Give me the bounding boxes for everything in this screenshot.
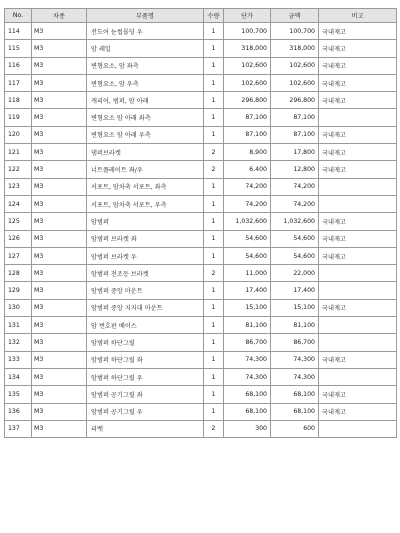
unit-price-cell: 100,700 — [224, 23, 271, 40]
note-cell: 국내재고 — [319, 57, 397, 74]
row-number-cell: 132 — [5, 334, 32, 351]
part-name-cell: 전도어 눈썹몰딩 우 — [87, 23, 204, 40]
amount-cell: 17,800 — [271, 144, 319, 161]
unit-price-cell: 102,600 — [224, 57, 271, 74]
car-model-cell: M3 — [32, 282, 87, 299]
car-model-cell: M3 — [32, 161, 87, 178]
part-name-cell: 암범퍼 중앙 마운트 — [87, 282, 204, 299]
note-cell — [319, 178, 397, 195]
table-header — [5, 9, 397, 23]
amount-cell: 102,600 — [271, 57, 319, 74]
row-number-cell: 128 — [5, 265, 32, 282]
row-number-cell: 129 — [5, 282, 32, 299]
table-row — [5, 23, 397, 40]
part-name-cell: 댐퍼브라켓 — [87, 144, 204, 161]
row-number-cell: 119 — [5, 109, 32, 126]
unit-price-cell: 300 — [224, 420, 271, 437]
row-number-cell: 115 — [5, 40, 32, 57]
row-number-cell: 134 — [5, 368, 32, 385]
unit-price-cell: 81,100 — [224, 317, 271, 334]
header-no: No. — [5, 9, 32, 23]
part-name-cell: 암범퍼 전조등 브라켓 — [87, 265, 204, 282]
car-model-cell: M3 — [32, 144, 87, 161]
table-row — [5, 420, 397, 437]
table-row — [5, 109, 397, 126]
unit-price-cell: 15,100 — [224, 299, 271, 316]
table-row — [5, 317, 397, 334]
note-cell: 국내재고 — [319, 161, 397, 178]
part-name-cell: 서포트, 암차축 서포트, 좌측 — [87, 178, 204, 195]
quantity-cell: 1 — [204, 247, 224, 264]
quantity-cell: 1 — [204, 230, 224, 247]
part-name-cell: 서포트, 암차축 서포트, 우측 — [87, 195, 204, 212]
car-model-cell: M3 — [32, 40, 87, 57]
unit-price-cell: 68,100 — [224, 386, 271, 403]
quantity-cell: 1 — [204, 386, 224, 403]
part-name-cell: 암범퍼 브라켓 좌 — [87, 230, 204, 247]
part-name-cell: 캐리어, 범퍼, 암 아래 — [87, 92, 204, 109]
note-cell: 국내재고 — [319, 126, 397, 143]
note-cell: 국내재고 — [319, 92, 397, 109]
row-number-cell: 131 — [5, 317, 32, 334]
quantity-cell: 1 — [204, 195, 224, 212]
unit-price-cell: 11,000 — [224, 265, 271, 282]
note-cell: 국내재고 — [319, 386, 397, 403]
table-row — [5, 334, 397, 351]
car-model-cell: M3 — [32, 334, 87, 351]
note-cell — [319, 282, 397, 299]
quantity-cell: 1 — [204, 40, 224, 57]
car-model-cell: M3 — [32, 403, 87, 420]
part-name-cell: 너트플레이트 좌/우 — [87, 161, 204, 178]
quantity-cell: 1 — [204, 282, 224, 299]
part-name-cell: 변형요소, 암 좌측 — [87, 57, 204, 74]
table-row — [5, 40, 397, 57]
unit-price-cell: 17,400 — [224, 282, 271, 299]
unit-price-cell: 74,200 — [224, 195, 271, 212]
row-number-cell: 117 — [5, 74, 32, 91]
header-unit-price: 단가 — [224, 9, 271, 23]
quantity-cell: 1 — [204, 74, 224, 91]
unit-price-cell: 296,800 — [224, 92, 271, 109]
amount-cell: 600 — [271, 420, 319, 437]
table-body — [5, 23, 397, 438]
note-cell: 국내재고 — [319, 23, 397, 40]
table-row — [5, 144, 397, 161]
car-model-cell: M3 — [32, 126, 87, 143]
amount-cell: 17,400 — [271, 282, 319, 299]
note-cell: 국내재고 — [319, 74, 397, 91]
quantity-cell: 1 — [204, 92, 224, 109]
amount-cell: 81,100 — [271, 317, 319, 334]
row-number-cell: 125 — [5, 213, 32, 230]
table-row — [5, 386, 397, 403]
car-model-cell: M3 — [32, 247, 87, 264]
table-row — [5, 126, 397, 143]
header-part-name: 부품명 — [87, 9, 204, 23]
car-model-cell: M3 — [32, 195, 87, 212]
unit-price-cell: 8,900 — [224, 144, 271, 161]
car-model-cell: M3 — [32, 420, 87, 437]
part-name-cell: 변형요소 암 아래 우측 — [87, 126, 204, 143]
header-quantity: 수량 — [204, 9, 224, 23]
car-model-cell: M3 — [32, 368, 87, 385]
table-row — [5, 368, 397, 385]
row-number-cell: 118 — [5, 92, 32, 109]
parts-table — [4, 8, 397, 438]
header-amount: 금액 — [271, 9, 319, 23]
table-row — [5, 265, 397, 282]
unit-price-cell: 86,700 — [224, 334, 271, 351]
amount-cell: 1,032,600 — [271, 213, 319, 230]
table-row — [5, 92, 397, 109]
note-cell: 국내재고 — [319, 351, 397, 368]
quantity-cell: 2 — [204, 265, 224, 282]
part-name-cell: 암범퍼 하단그릴 — [87, 334, 204, 351]
row-number-cell: 121 — [5, 144, 32, 161]
amount-cell: 74,200 — [271, 195, 319, 212]
note-cell — [319, 334, 397, 351]
amount-cell: 87,100 — [271, 109, 319, 126]
quantity-cell: 1 — [204, 57, 224, 74]
row-number-cell: 116 — [5, 57, 32, 74]
table-row — [5, 57, 397, 74]
quantity-cell: 1 — [204, 334, 224, 351]
part-name-cell: 암 레일 — [87, 40, 204, 57]
note-cell — [319, 265, 397, 282]
row-number-cell: 124 — [5, 195, 32, 212]
part-name-cell: 암범퍼 공기그릴 좌 — [87, 386, 204, 403]
quantity-cell: 1 — [204, 368, 224, 385]
amount-cell: 86,700 — [271, 334, 319, 351]
note-cell — [319, 109, 397, 126]
note-cell: 국내재고 — [319, 247, 397, 264]
note-cell: 국내재고 — [319, 230, 397, 247]
header-note: 비고 — [319, 9, 397, 23]
table-row — [5, 195, 397, 212]
part-name-cell: 암범퍼 — [87, 213, 204, 230]
quantity-cell: 1 — [204, 403, 224, 420]
unit-price-cell: 54,600 — [224, 247, 271, 264]
part-name-cell: 암범퍼 중앙 지지대 마운트 — [87, 299, 204, 316]
quantity-cell: 2 — [204, 144, 224, 161]
row-number-cell: 127 — [5, 247, 32, 264]
row-number-cell: 122 — [5, 161, 32, 178]
table-row — [5, 178, 397, 195]
part-name-cell: 암범퍼 하단그릴 좌 — [87, 351, 204, 368]
table-row — [5, 230, 397, 247]
part-name-cell: 변형요소 암 아래 좌측 — [87, 109, 204, 126]
car-model-cell: M3 — [32, 109, 87, 126]
amount-cell: 15,100 — [271, 299, 319, 316]
unit-price-cell: 74,300 — [224, 368, 271, 385]
unit-price-cell: 54,600 — [224, 230, 271, 247]
quantity-cell: 1 — [204, 178, 224, 195]
amount-cell: 318,000 — [271, 40, 319, 57]
car-model-cell: M3 — [32, 178, 87, 195]
quantity-cell: 1 — [204, 317, 224, 334]
table-row — [5, 247, 397, 264]
table-row — [5, 161, 397, 178]
amount-cell: 54,600 — [271, 230, 319, 247]
note-cell: 국내재고 — [319, 403, 397, 420]
amount-cell: 296,800 — [271, 92, 319, 109]
unit-price-cell: 74,300 — [224, 351, 271, 368]
car-model-cell: M3 — [32, 213, 87, 230]
parts-sheet — [4, 8, 396, 438]
table-row — [5, 282, 397, 299]
note-cell: 국내재고 — [319, 144, 397, 161]
part-name-cell: 암범퍼 공기그릴 우 — [87, 403, 204, 420]
amount-cell: 12,800 — [271, 161, 319, 178]
quantity-cell: 1 — [204, 23, 224, 40]
unit-price-cell: 87,100 — [224, 126, 271, 143]
quantity-cell: 1 — [204, 213, 224, 230]
note-cell: 국내재고 — [319, 213, 397, 230]
unit-price-cell: 68,100 — [224, 403, 271, 420]
quantity-cell: 1 — [204, 299, 224, 316]
table-row — [5, 299, 397, 316]
note-cell: 국내재고 — [319, 299, 397, 316]
quantity-cell: 2 — [204, 420, 224, 437]
part-name-cell: 암 번호판 베이스 — [87, 317, 204, 334]
row-number-cell: 137 — [5, 420, 32, 437]
part-name-cell: 암범퍼 하단그릴 우 — [87, 368, 204, 385]
note-cell: 국내재고 — [319, 40, 397, 57]
header-car-model: 차종 — [32, 9, 87, 23]
row-number-cell: 135 — [5, 386, 32, 403]
amount-cell: 54,600 — [271, 247, 319, 264]
car-model-cell: M3 — [32, 317, 87, 334]
quantity-cell: 1 — [204, 351, 224, 368]
row-number-cell: 114 — [5, 23, 32, 40]
unit-price-cell: 6,400 — [224, 161, 271, 178]
amount-cell: 68,100 — [271, 386, 319, 403]
table-row — [5, 213, 397, 230]
car-model-cell: M3 — [32, 351, 87, 368]
row-number-cell: 130 — [5, 299, 32, 316]
unit-price-cell: 1,032,600 — [224, 213, 271, 230]
note-cell — [319, 195, 397, 212]
amount-cell: 100,700 — [271, 23, 319, 40]
amount-cell: 68,100 — [271, 403, 319, 420]
amount-cell: 74,300 — [271, 351, 319, 368]
unit-price-cell: 318,000 — [224, 40, 271, 57]
car-model-cell: M3 — [32, 299, 87, 316]
table-row — [5, 351, 397, 368]
car-model-cell: M3 — [32, 386, 87, 403]
amount-cell: 74,300 — [271, 368, 319, 385]
amount-cell: 102,600 — [271, 74, 319, 91]
quantity-cell: 2 — [204, 161, 224, 178]
car-model-cell: M3 — [32, 265, 87, 282]
part-name-cell: 리벳 — [87, 420, 204, 437]
note-cell — [319, 317, 397, 334]
part-name-cell: 변형요소, 암 우측 — [87, 74, 204, 91]
part-name-cell: 암범퍼 브라켓 우 — [87, 247, 204, 264]
quantity-cell: 1 — [204, 126, 224, 143]
row-number-cell: 126 — [5, 230, 32, 247]
row-number-cell: 136 — [5, 403, 32, 420]
table-row — [5, 74, 397, 91]
table-row — [5, 403, 397, 420]
unit-price-cell: 102,600 — [224, 74, 271, 91]
row-number-cell: 123 — [5, 178, 32, 195]
unit-price-cell: 74,200 — [224, 178, 271, 195]
row-number-cell: 120 — [5, 126, 32, 143]
car-model-cell: M3 — [32, 57, 87, 74]
note-cell — [319, 420, 397, 437]
car-model-cell: M3 — [32, 230, 87, 247]
unit-price-cell: 87,100 — [224, 109, 271, 126]
quantity-cell: 1 — [204, 109, 224, 126]
amount-cell: 74,200 — [271, 178, 319, 195]
amount-cell: 22,000 — [271, 265, 319, 282]
car-model-cell: M3 — [32, 23, 87, 40]
row-number-cell: 133 — [5, 351, 32, 368]
header-row — [5, 9, 397, 23]
car-model-cell: M3 — [32, 92, 87, 109]
note-cell — [319, 368, 397, 385]
amount-cell: 87,100 — [271, 126, 319, 143]
car-model-cell: M3 — [32, 74, 87, 91]
